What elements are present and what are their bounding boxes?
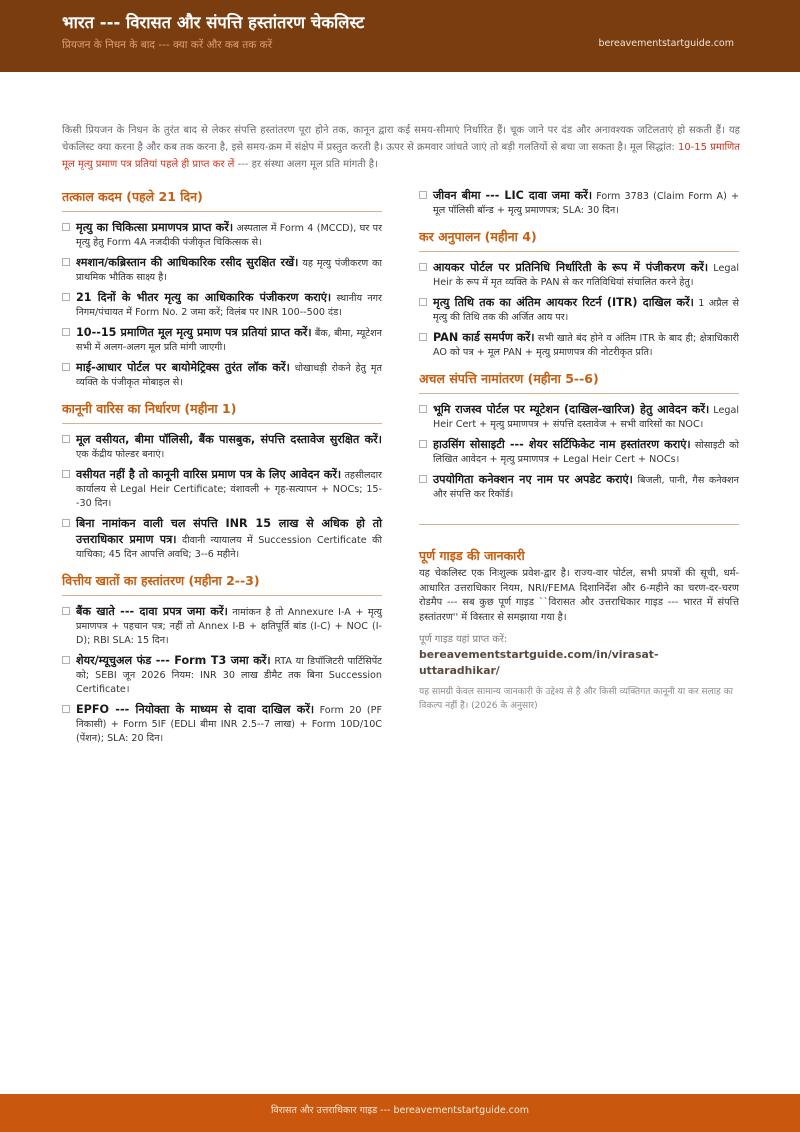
divider [419, 524, 739, 525]
checklist-item[interactable] [419, 437, 739, 467]
item-title: मृत्यु का चिकित्सा प्रमाणपत्र प्राप्त करें। [76, 221, 234, 234]
checkbox-icon[interactable] [62, 328, 70, 336]
item-detail: Form 20 (PF निकासी) + Form 5IF (EDLI बीमा INR 2.5--7 लाख) + Form 10D/10C (पेंशन); SLA: 20 दिन। [76, 705, 382, 744]
checkbox-icon[interactable] [62, 363, 70, 371]
checkbox-icon[interactable] [419, 333, 427, 341]
item-title: बैंक खाते --- दावा प्रपत्र जमा करें। [76, 605, 228, 618]
item-title: 10--15 प्रमाणित मूल मृत्यु प्रमाण पत्र प्रतियां प्राप्त करें। [76, 326, 312, 339]
intro-paragraph [62, 122, 740, 173]
checklist-item[interactable] [419, 260, 739, 290]
item-detail: बिजली, पानी, गैस कनेक्शन और संपत्ति कर रिकॉर्ड। [433, 475, 739, 500]
section-heading: कानूनी वारिस का निर्धारण (महीना 1) [62, 400, 382, 424]
item-title: मृत्यु तिथि तक का अंतिम आयकर रिटर्न (ITR) दाखिल करें। [433, 296, 694, 309]
item-detail: स्थानीय नगर निगम/पंचायत में Form No. 2 जमा करें; विलंब पर INR 100--500 दंड। [76, 293, 382, 318]
item-detail: धोखाधड़ी रोकने हेतु मृत व्यक्ति के पंजीकृत मोबाइल से। [76, 363, 382, 388]
left-column [62, 188, 382, 751]
item-detail: 1 अप्रैल से मृत्यु की तिथि तक की अर्जित आय पर। [433, 298, 739, 323]
checkbox-icon[interactable] [62, 435, 70, 443]
item-detail: बैंक, बीमा, म्यूटेशन सभी में अलग-अलग मूल प्रति मांगी जाएगी। [76, 328, 382, 353]
info-body: यह चेकलिस्ट एक निःशुल्क प्रवेश-द्वार है। राज्य-वार पोर्टल, सभी प्रपत्रों की सूची, धर्म-आधारित उत्तराधिकार नियम, NRI/FEMA दिशानिर्देश और 6-महीने का चरण-दर-चरण रोडमैप --- सब कुछ पूर्ण गाइड ``विरासत और उत्तराधिकार गाइड --- भारत में संपत्ति हस्तांतरण'' में विस्तार से समझाया गया है। [419, 568, 739, 623]
checklist-item[interactable] [62, 220, 382, 250]
checklist-item[interactable] [419, 295, 739, 325]
page-subtitle: प्रियजन के निधन के बाद --- क्या करें और कब तक करें [62, 39, 273, 51]
item-title: EPFO --- नियोक्ता के माध्यम से दावा दाखिल करें। [76, 703, 315, 716]
checklist-item[interactable] [419, 472, 739, 502]
item-title: शेयर/म्यूचुअल फंड --- Form T3 जमा करें। [76, 654, 271, 667]
item-detail: नामांकन है तो Annexure I-A + मृत्यु प्रमाणपत्र + पहचान पत्र; नहीं तो Annex I-B + क्षतिपूर्ति बांड (I-C) + NOC (I-D); RBI SLA: 15 दिन। [76, 607, 382, 646]
item-title: माई-आधार पोर्टल पर बायोमेट्रिक्स तुरंत लॉक करें। [76, 361, 290, 374]
intro-tail: --- हर संस्था अलग मूल प्रति मांगती है। [234, 159, 378, 170]
guide-link[interactable]: bereavementstartguide.com/in/virasat-uttaradhikar/ [419, 648, 659, 677]
checklist-item[interactable] [62, 516, 382, 562]
checkbox-icon[interactable] [62, 470, 70, 478]
checkbox-icon[interactable] [62, 223, 70, 231]
item-title: आयकर पोर्टल पर प्रतिनिधि निर्धारिती के रूप में पंजीकरण करें। [433, 261, 709, 274]
page-header [0, 0, 800, 72]
item-detail: Legal Heir के रूप में मृत व्यक्ति के PAN से कर गतिविधियां संचालित करने हेतु। [433, 263, 739, 288]
section-heading: वित्तीय खातों का हस्तांतरण (महीना 2--3) [62, 572, 382, 596]
checkbox-icon[interactable] [419, 475, 427, 483]
checklist-item[interactable] [62, 432, 382, 462]
section-heading: अचल संपत्ति नामांतरण (महीना 5--6) [419, 370, 739, 394]
section-heading: तत्काल कदम (पहले 21 दिन) [62, 188, 382, 212]
item-title: जीवन बीमा --- LIC दावा जमा करें। [433, 189, 593, 202]
item-title: वसीयत नहीं है तो कानूनी वारिस प्रमाण पत्र के लिए आवेदन करें। [76, 468, 342, 481]
item-title: बिना नामांकन वाली चल संपत्ति INR 15 लाख से अधिक हो तो उत्तराधिकार प्रमाण पत्र। [76, 517, 382, 546]
checkbox-icon[interactable] [62, 705, 70, 713]
checklist-item[interactable] [62, 290, 382, 320]
checklist-item[interactable] [419, 402, 739, 432]
checklist-item[interactable] [419, 330, 739, 360]
item-title: उपयोगिता कनेक्शन नए नाम पर अपडेट कराएं। [433, 473, 633, 486]
checklist-item[interactable] [62, 467, 382, 511]
item-detail: अस्पताल में Form 4 (MCCD), घर पर मृत्यु हेतु Form 4A नजदीकी पंजीकृत चिकित्सक से। [76, 223, 382, 248]
checklist-item[interactable] [62, 325, 382, 355]
checklist-item[interactable] [62, 604, 382, 648]
info-link-label: पूर्ण गाइड यहां प्राप्त करें: [419, 634, 508, 645]
checkbox-icon[interactable] [62, 258, 70, 266]
item-detail: सोसाइटी को लिखित आवेदन + मृत्यु प्रमाणपत्र + Legal Heir Cert + NOCs। [433, 440, 739, 465]
checkbox-icon[interactable] [62, 607, 70, 615]
checklist-item[interactable] [62, 653, 382, 697]
header-site: bereavementstartguide.com [598, 38, 734, 49]
item-detail: सभी खाते बंद होने व अंतिम ITR के बाद ही; क्षेत्राधिकारी AO को पत्र + मूल PAN + मृत्यु प्रमाणपत्र की नोटरीकृत प्रति। [433, 333, 739, 358]
disclaimer-note: यह सामग्री केवल सामान्य जानकारी के उद्देश्य से है और किसी व्यक्तिगत कानूनी या कर सलाह का विकल्प नहीं है। (2026 के अनुसार) [419, 687, 733, 711]
checkbox-icon[interactable] [419, 263, 427, 271]
item-title: हाउसिंग सोसाइटी --- शेयर सर्टिफिकेट नाम हस्तांतरण कराएं। [433, 438, 691, 451]
item-title: श्मशान/कब्रिस्तान की आधिकारिक रसीद सुरक्षित रखें। [76, 256, 299, 269]
page-title: भारत --- विरासत और संपत्ति हस्तांतरण चेकलिस्ट [62, 13, 365, 32]
checkbox-icon[interactable] [419, 440, 427, 448]
checkbox-icon[interactable] [62, 656, 70, 664]
page-footer: विरासत और उत्तराधिकार गाइड --- bereavementstartguide.com [0, 1094, 800, 1132]
item-detail: एक केंद्रीय फोल्डर बनाएं। [76, 449, 165, 460]
checkbox-icon[interactable] [62, 519, 70, 527]
item-detail: यह मृत्यु पंजीकरण का प्राथमिक भौतिक साक्ष्य है। [76, 258, 382, 283]
info-heading: पूर्ण गाइड की जानकारी [419, 548, 525, 563]
checkbox-icon[interactable] [419, 405, 427, 413]
item-title: 21 दिनों के भीतर मृत्यु का आधिकारिक पंजीकरण कराएं। [76, 291, 332, 304]
checklist-item[interactable] [62, 255, 382, 285]
section-heading: कर अनुपालन (महीना 4) [419, 228, 739, 252]
intro-text: किसी प्रियजन के निधन के तुरंत बाद से लेकर संपत्ति हस्तांतरण पूरा होने तक, कानून द्वारा कई समय-सीमाएं निर्धारित हैं। चूक जाने पर दंड और अनावश्यक जटिलताएं हो सकती हैं। यह चेकलिस्ट क्या करना है और कब तक करना है, इसे समय-क्रम में संक्षेप में प्रस्तुत करती है। ऊपर से क्रमवार जांचते जाएं तो बड़ी गलतियों से बचा जा सकता है। मूल सिद्धांत: [62, 125, 740, 153]
item-title: भूमि राजस्व पोर्टल पर म्यूटेशन (दाखिल-खारिज) हेतु आवेदन करें। [433, 403, 710, 416]
checklist-item[interactable] [62, 360, 382, 390]
checklist-item[interactable] [419, 188, 739, 218]
intro-highlight: 10-15 प्रमाणित मूल मृत्यु प्रमाण पत्र प्रतियां पहले ही प्राप्त कर लें [62, 142, 740, 170]
checkbox-icon[interactable] [419, 298, 427, 306]
item-title: मूल वसीयत, बीमा पॉलिसी, बैंक पासबुक, संपत्ति दस्तावेज सुरक्षित करें। [76, 433, 382, 446]
checklist-item[interactable] [62, 702, 382, 746]
item-detail: तहसीलदार कार्यालय से Legal Heir Certificate; वंशावली + गृह-सत्यापन + NOCs; 15--30 दिन। [76, 470, 382, 509]
item-detail: RTA या डिपॉजिटरी पार्टिसिपेंट को; SEBI जून 2026 नियम: INR 30 लाख डीमैट तक बिना Succession Certificate। [76, 656, 382, 695]
item-detail: दीवानी न्यायालय में Succession Certificate की याचिका; 45 दिन आपत्ति अवधि; 3--6 महीने। [76, 535, 382, 560]
item-title: PAN कार्ड समर्पण करें। [433, 331, 535, 344]
checkbox-icon[interactable] [62, 293, 70, 301]
item-detail: Form 3783 (Claim Form A) + मूल पॉलिसी बॉन्ड + मृत्यु प्रमाणपत्र; SLA: 30 दिन। [433, 191, 739, 216]
checkbox-icon[interactable] [419, 191, 427, 199]
right-column [419, 188, 739, 713]
item-detail: Legal Heir Cert + मृत्यु प्रमाणपत्र + संपत्ति दस्तावेज + सभी वारिसों का NOC। [433, 405, 739, 430]
